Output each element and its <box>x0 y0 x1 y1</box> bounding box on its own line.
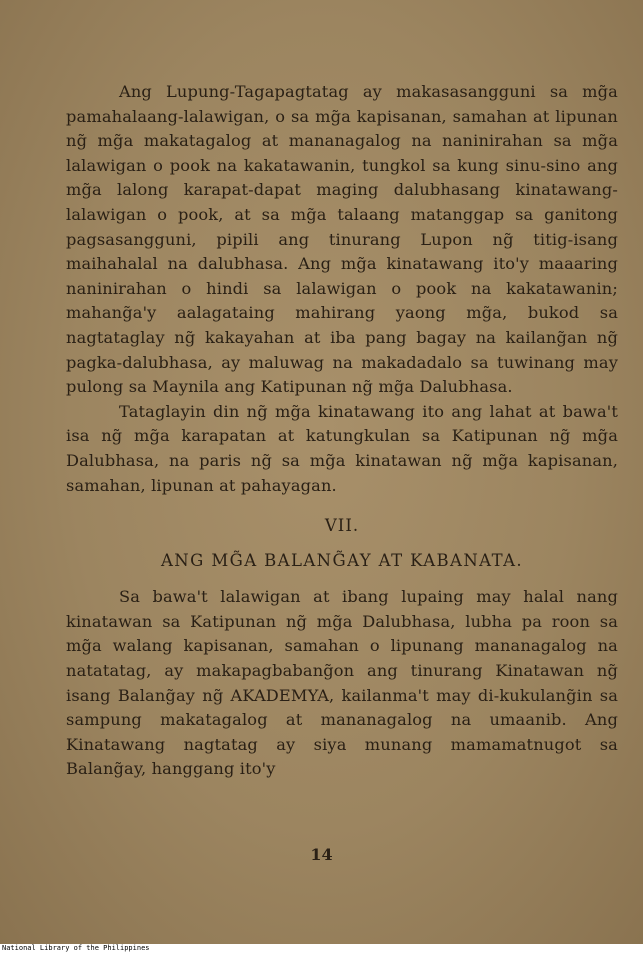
section-title: ANG MG̃A BALANG̃AY AT KABANATA. <box>160 550 524 570</box>
paragraph-1: Ang Lupung-Tagapagtatag ay makasasangguni sa mg̃a pamahalaang-lalawigan, o sa mg̃a kapisanan, samahan at lipunan ng̃ mg̃a makatagalog at mananagalog na naninirahan sa mg̃a lalawigan o pook na kakatawanin, tungkol sa kung sinu-sino ang mg̃a lalong karapat-dapat maging dalubhasang kinatawang-lalawigan o pook, at sa mg̃a talaang matanggap sa ganitong pagsasangguni, pipili ang tinurang Lupon ng̃ titig-isang maihahalal na dalubhasa. Ang mg̃a kinatawang ito'y maaaring naninirahan o hindi sa lalawigan o pook na kakatawanin; mahang̃a'y aalagataing mahirang yaong mg̃a, bukod sa nagtataglay ng̃ kakayahan at iba pang bagay na kailang̃an ng̃ pagka-dalubhasa, ay maluwag na makadadalo sa tuwinang may pulong sa Maynila ang Katipunan ng̃ mg̃a Dalubhasa. <box>66 82 618 397</box>
page-number: 14 <box>310 845 333 864</box>
section-number: VII. <box>324 516 360 536</box>
body-text <box>66 80 618 782</box>
paragraph-2: Tataglayin din ng̃ mg̃a kinatawang ito ang lahat at bawa't isa ng̃ mg̃a karapatan at katungkulan sa Katipunan ng̃ mg̃a Dalubhasa, na paris ng̃ sa mg̃a kinatawan ng̃ mg̃a kapisanan, samahan, lipunan at pahayagan. <box>66 401 618 495</box>
library-footer: National Library of the Philippines <box>2 944 150 952</box>
paragraph-3: Sa bawa't lalawigan at ibang lupaing may halal nang kinatawan sa Katipunan ng̃ mg̃a Dalubhasa, lubha pa roon sa mg̃a walang kapisanan, samahan o lipunang mananagalog na natatatag, ay makapagbabang̃on ang tinurang Kinatawan ng̃ isang Balang̃ay ng̃ AKADEMYA, kailanma't may di-kukulang̃in sa sampung makatagalog at mananagalog na umaanib. Ang Kinatawang nagtatag ay siya munang mamamatnugot sa Balang̃ay, hanggang ito'y <box>66 587 618 779</box>
